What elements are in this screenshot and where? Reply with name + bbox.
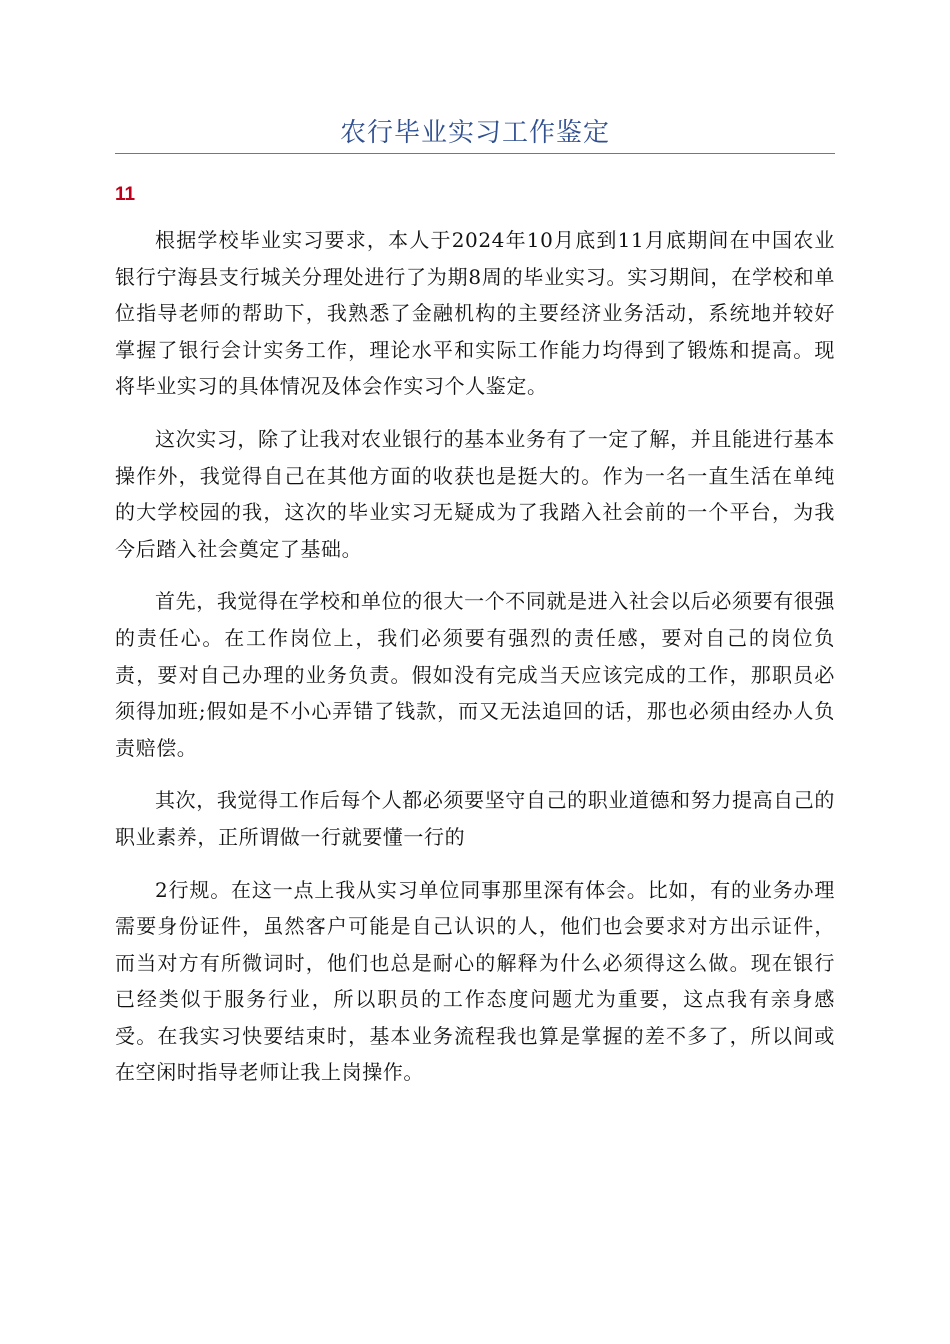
paragraph-1: 根据学校毕业实习要求，本人于2024年10月底到11月底期间在中国农业银行宁海县支行城关分理处进行了为期8周的毕业实习。实习期间，在学校和单位指导老师的帮助下，我熟悉了金融机构的主要经济业务活动，系统地并较好掌握了银行会计实务工作，理论水平和实际工作能力均得到了锻炼和提高。现将毕业实习的具体情况及体会作实习个人鉴定。 bbox=[115, 228, 835, 399]
paragraph-2: 这次实习，除了让我对农业银行的基本业务有了一定了解，并且能进行基本操作外，我觉得自己在其他方面的收获也是挺大的。作为一名一直生活在单纯的大学校园的我，这次的毕业实习无疑成为了我踏入社会前的一个平台，为我今后踏入社会奠定了基础。 bbox=[115, 426, 835, 561]
paragraph-5: 2行规。在这一点上我从实习单位同事那里深有体会。比如，有的业务办理需要身份证件，虽然客户可能是自己认识的人，他们也会要求对方出示证件，而当对方有所微词时，他们也总是耐心的解释为什么必须得这么做。现在银行已经类似于服务行业，所以职员的工作态度问题尤为重要，这点我有亲身感受。在我实习快要结束时，基本业务流程我也算是掌握的差不多了，所以间或在空闲时指导老师让我上岗操作。 bbox=[115, 877, 835, 1085]
paragraph-4: 其次，我觉得工作后每个人都必须要坚守自己的职业道德和努力提高自己的职业素养，正所谓做一行就要懂一行的 bbox=[115, 788, 835, 849]
title-divider bbox=[115, 153, 835, 154]
paragraph-3: 首先，我觉得在学校和单位的很大一个不同就是进入社会以后必须要有很强的责任心。在工作岗位上，我们必须要有强烈的责任感，要对自己的岗位负责，要对自己办理的业务负责。假如没有完成当天应该完成的工作，那职员必须得加班;假如是不小心弄错了钱款，而又无法追回的话，那也必须由经办人负责赔偿。 bbox=[115, 589, 835, 760]
document-body bbox=[115, 222, 835, 1107]
document-title: 农行毕业实习工作鉴定 bbox=[339, 118, 610, 148]
page-number: 11 bbox=[115, 184, 136, 205]
